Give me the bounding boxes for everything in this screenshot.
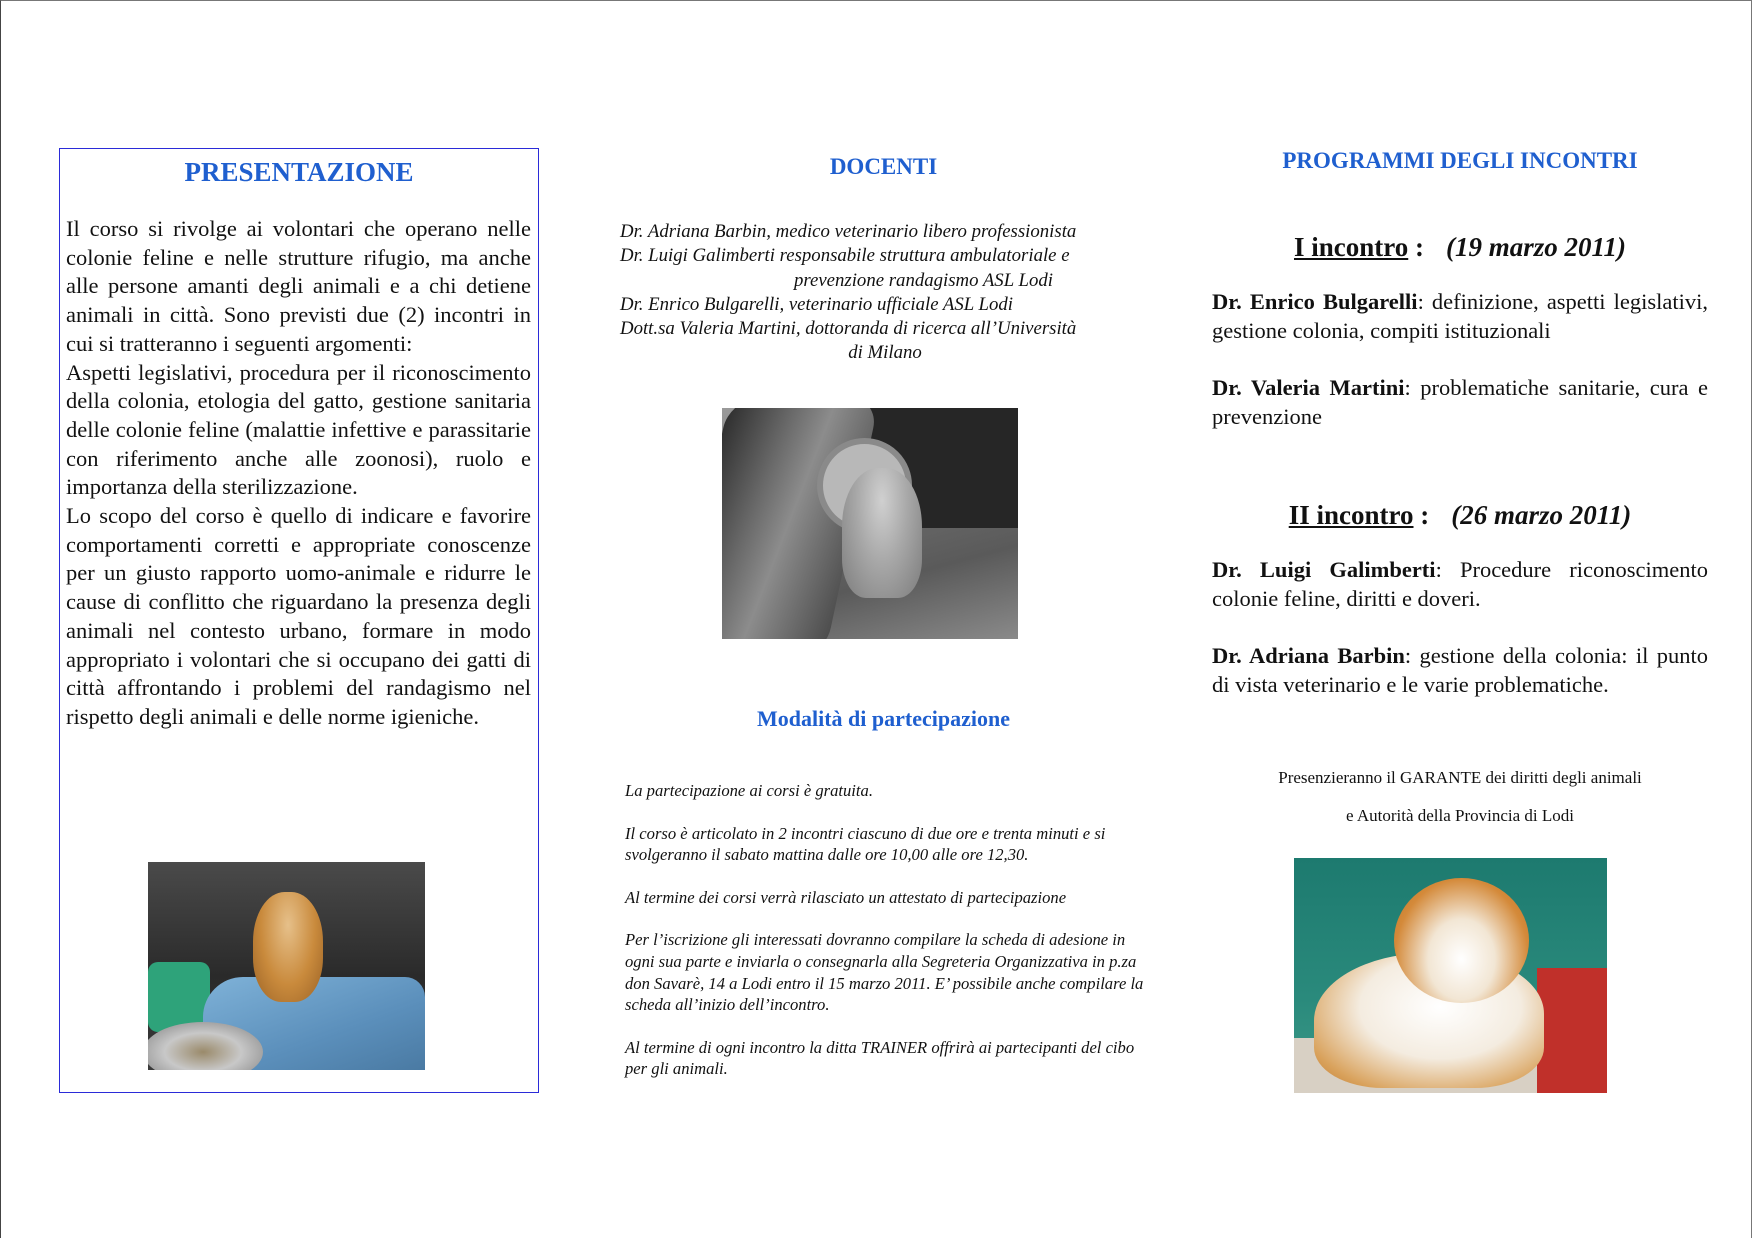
- grey-cat-bw-photo: [722, 408, 1018, 639]
- modalita-body: [625, 780, 1145, 1101]
- incontro1-item: [1212, 374, 1708, 431]
- speaker-name: Dr. Adriana Barbin: [1212, 643, 1405, 668]
- programmi-title: PROGRAMMI DEGLI INCONTRI: [1282, 148, 1638, 173]
- docente-line: Dott.sa Valeria Martini, dottoranda di ricerca all’Università: [620, 318, 1077, 340]
- presenzieranno-line: e Autorità della Provincia di Lodi: [1345, 806, 1575, 825]
- docente-line: Dr. Luigi Galimberti responsabile struttura ambulatoriale e: [620, 245, 1070, 267]
- modalita-paragraph: Al termine di ogni incontro la ditta TRAINER offrirà ai partecipanti del cibo per gli animali.: [625, 1037, 1135, 1079]
- modalita-title: Modalità di partecipazione: [757, 706, 1010, 731]
- docente-line: Dr. Enrico Bulgarelli, veterinario ufficiale ASL Lodi: [620, 293, 1014, 315]
- speaker-name: Dr. Valeria Martini: [1212, 375, 1405, 400]
- orange-white-kitten-photo: [1294, 858, 1607, 1093]
- kitten-cage-photo: [148, 862, 425, 1070]
- incontro2-sep: :: [1413, 500, 1430, 530]
- incontro2-heading: [1190, 500, 1730, 531]
- incontro1-date: (19 marzo 2011): [1446, 232, 1627, 262]
- docenti-list: [620, 220, 1150, 366]
- presentazione-title: PRESENTAZIONE: [184, 157, 414, 187]
- incontro2-date: (26 marzo 2011): [1451, 500, 1632, 530]
- speaker-name: Dr. Luigi Galimberti: [1212, 557, 1436, 582]
- presentazione-body: [66, 215, 531, 732]
- docente-line: prevenzione randagismo ASL Lodi: [794, 269, 1053, 291]
- modalita-paragraph: Per l’iscrizione gli interessati dovranno compilare la scheda di adesione in ogni sua parte e inviarla o consegnarla alla Segreteria Organizzativa in p.za don Savarè, 14 a Lodi entro il 15 marzo 2011. E’ possibile anche compilare la scheda all’inizio dell’incontro.: [625, 930, 1144, 1015]
- docente-line: Dr. Adriana Barbin, medico veterinario libero professionista: [620, 221, 1077, 242]
- modalita-paragraph: Il corso è articolato in 2 incontri ciascuno di due ore e trenta minuti e si svolgeranno il sabato mattina dalle ore 10,00 alle ore 12,30.: [625, 823, 1106, 865]
- modalita-paragraph: La partecipazione ai corsi è gratuita.: [625, 781, 873, 800]
- presentazione-paragraph: Aspetti legislativi, procedura per il riconoscimento della colonia, etologia del gatto, gestione sanitaria delle colonie feline (malattie infettive e parassitarie con riferimento anche alle zoonosi), ruolo e importanza della sterilizzazione.: [66, 359, 531, 500]
- presentazione-paragraph: Il corso si rivolge ai volontari che operano nelle colonie feline e nelle strutture rifugio, ma anche alle persone amanti degli animali e a chi detiene animali in città. Sono previsti due (2) incontri in cui si tratteranno i seguenti argomenti:: [66, 216, 531, 356]
- docente-line: di Milano: [848, 342, 922, 364]
- speaker-topic: : problematiche sanitarie, cura e prevenzione: [1212, 375, 1708, 429]
- incontro1-sep: :: [1408, 232, 1424, 262]
- incontro1-label: I incontro: [1293, 232, 1409, 262]
- incontro2-item: [1212, 642, 1708, 699]
- speaker-name: Dr. Enrico Bulgarelli: [1212, 289, 1418, 314]
- speaker-topic: : definizione, aspetti legislativi, gestione colonia, compiti istituzionali: [1212, 289, 1708, 343]
- speaker-topic: : Procedure riconoscimento colonie feline, diritti e doveri.: [1212, 557, 1708, 611]
- docenti-title: DOCENTI: [829, 154, 938, 179]
- incontro1-heading: [1190, 232, 1730, 263]
- incontro1-item: [1212, 288, 1708, 345]
- presentazione-paragraph: Lo scopo del corso è quello di indicare e favorire comportamenti corretti e appropriate conoscenze per un giusto rapporto uomo-animale e ridurre le cause di conflitto che riguardano la presenza degli animali nel contesto urbano, formare in modo appropriato i volontari che si occupano dei gatti di città affrontando i problemi del randagismo nel rispetto degli animali e delle norme igieniche.: [66, 503, 531, 729]
- speaker-topic: : gestione della colonia: il punto di vista veterinario e le varie problematiche.: [1212, 643, 1708, 697]
- modalita-paragraph: Al termine dei corsi verrà rilasciato un attestato di partecipazione: [625, 887, 1067, 907]
- incontro2-item: [1212, 556, 1708, 613]
- presenzieranno-line: Presenzieranno il GARANTE dei diritti degli animali: [1278, 768, 1642, 787]
- incontro2-label: II incontro: [1288, 500, 1414, 530]
